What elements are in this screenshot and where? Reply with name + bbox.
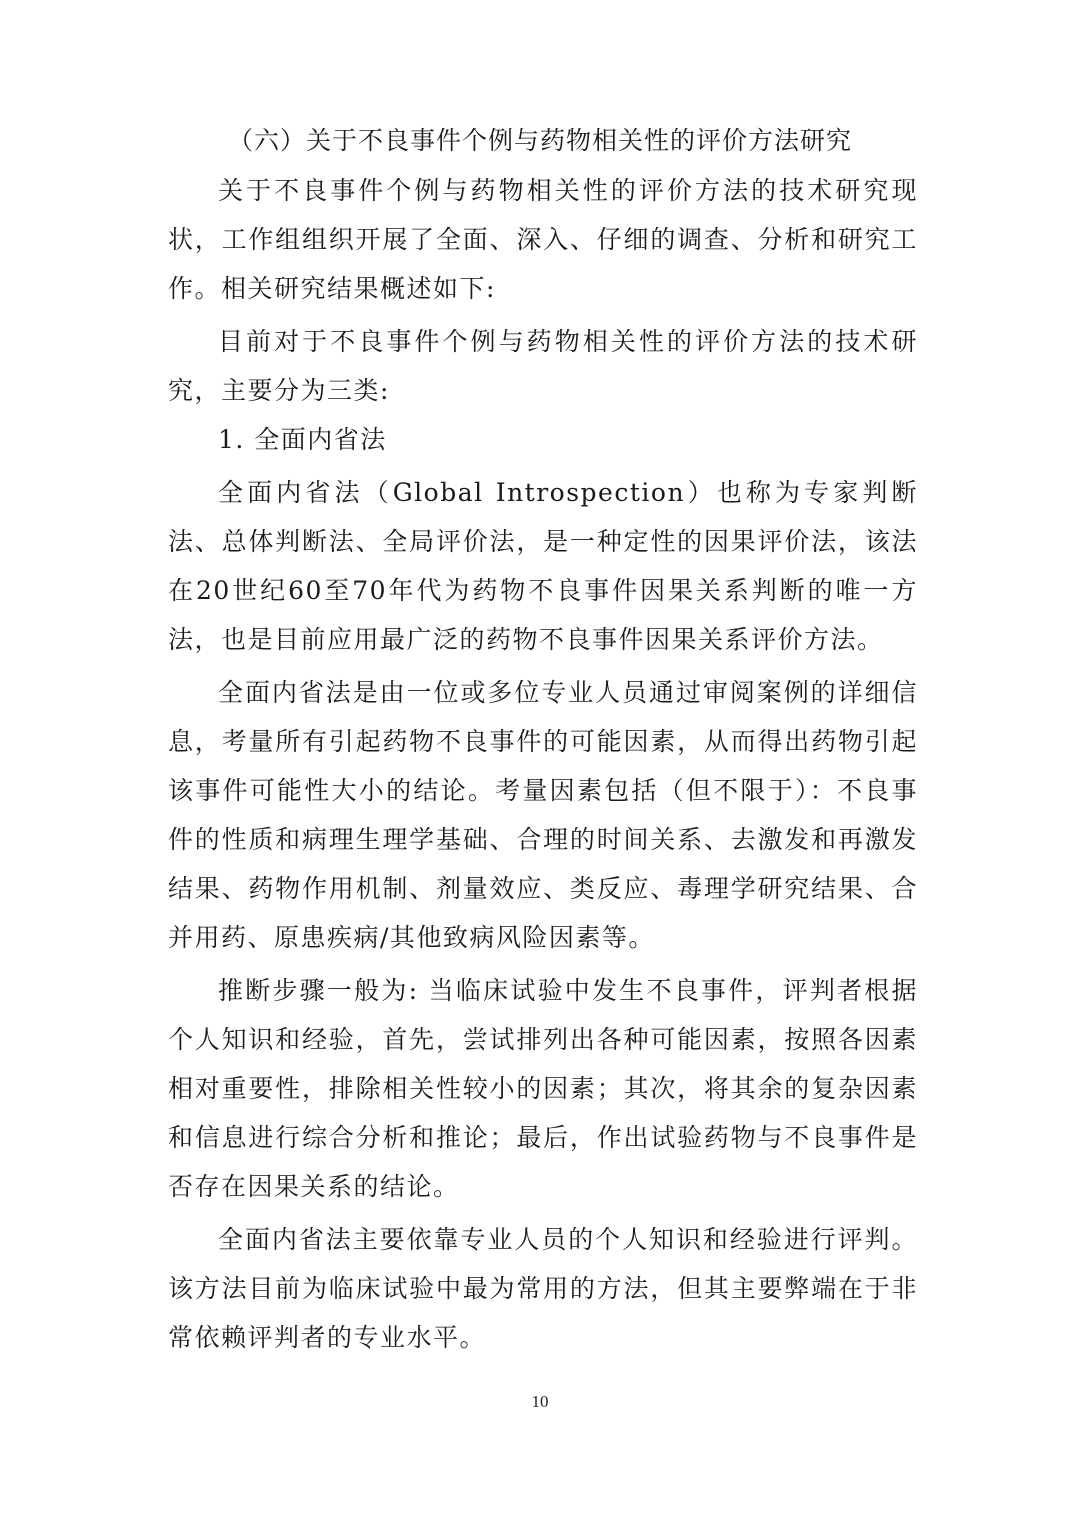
section-heading: （六）关于不良事件个例与药物相关性的评价方法研究	[228, 126, 853, 155]
paragraph-categories: 目前对于不良事件个例与药物相关性的评价方法的技术研究，主要分为三类:	[168, 327, 918, 405]
paragraph-intro: 关于不良事件个例与药物相关性的评价方法的技术研究现状，工作组组织开展了全面、深入、仔细的调查、分析和研究工作。相关研究结果概述如下:	[168, 176, 918, 303]
page-number: 10	[531, 1392, 549, 1411]
paragraph-definition: 全面内省法（Global Introspection）也称为专家判断法、总体判断法、全局评价法，是一种定性的因果评价法，该法在20世纪60至70年代为药物不良事件因果关系判断的唯一方法，也是目前应用最广泛的药物不良事件因果关系评价方法。	[168, 478, 918, 654]
subsection-heading: 1. 全面内省法	[218, 425, 387, 454]
paragraph-steps: 推断步骤一般为: 当临床试验中发生不良事件，评判者根据个人知识和经验，首先，尝试排列出各种可能因素，按照各因素相对重要性，排除相关性较小的因素；其次，将其余的复杂因素和信息进行综合分析和推论；最后，作出试验药物与不良事件是否存在因果关系的结论。	[168, 976, 918, 1201]
document-body	[168, 116, 918, 1362]
paragraph-conclusion: 全面内省法主要依靠专业人员的个人知识和经验进行评判。该方法目前为临床试验中最为常用的方法，但其主要弊端在于非常依赖评判者的专业水平。	[168, 1225, 918, 1352]
paragraph-factors: 全面内省法是由一位或多位专业人员通过审阅案例的详细信息，考量所有引起药物不良事件的可能因素，从而得出药物引起该事件可能性大小的结论。考量因素包括（但不限于）：不良事件的性质和病理生理学基础、合理的时间关系、去激发和再激发结果、药物作用机制、剂量效应、类反应、毒理学研究结果、合并用药、原患疾病/其他致病风险因素等。	[168, 678, 918, 952]
